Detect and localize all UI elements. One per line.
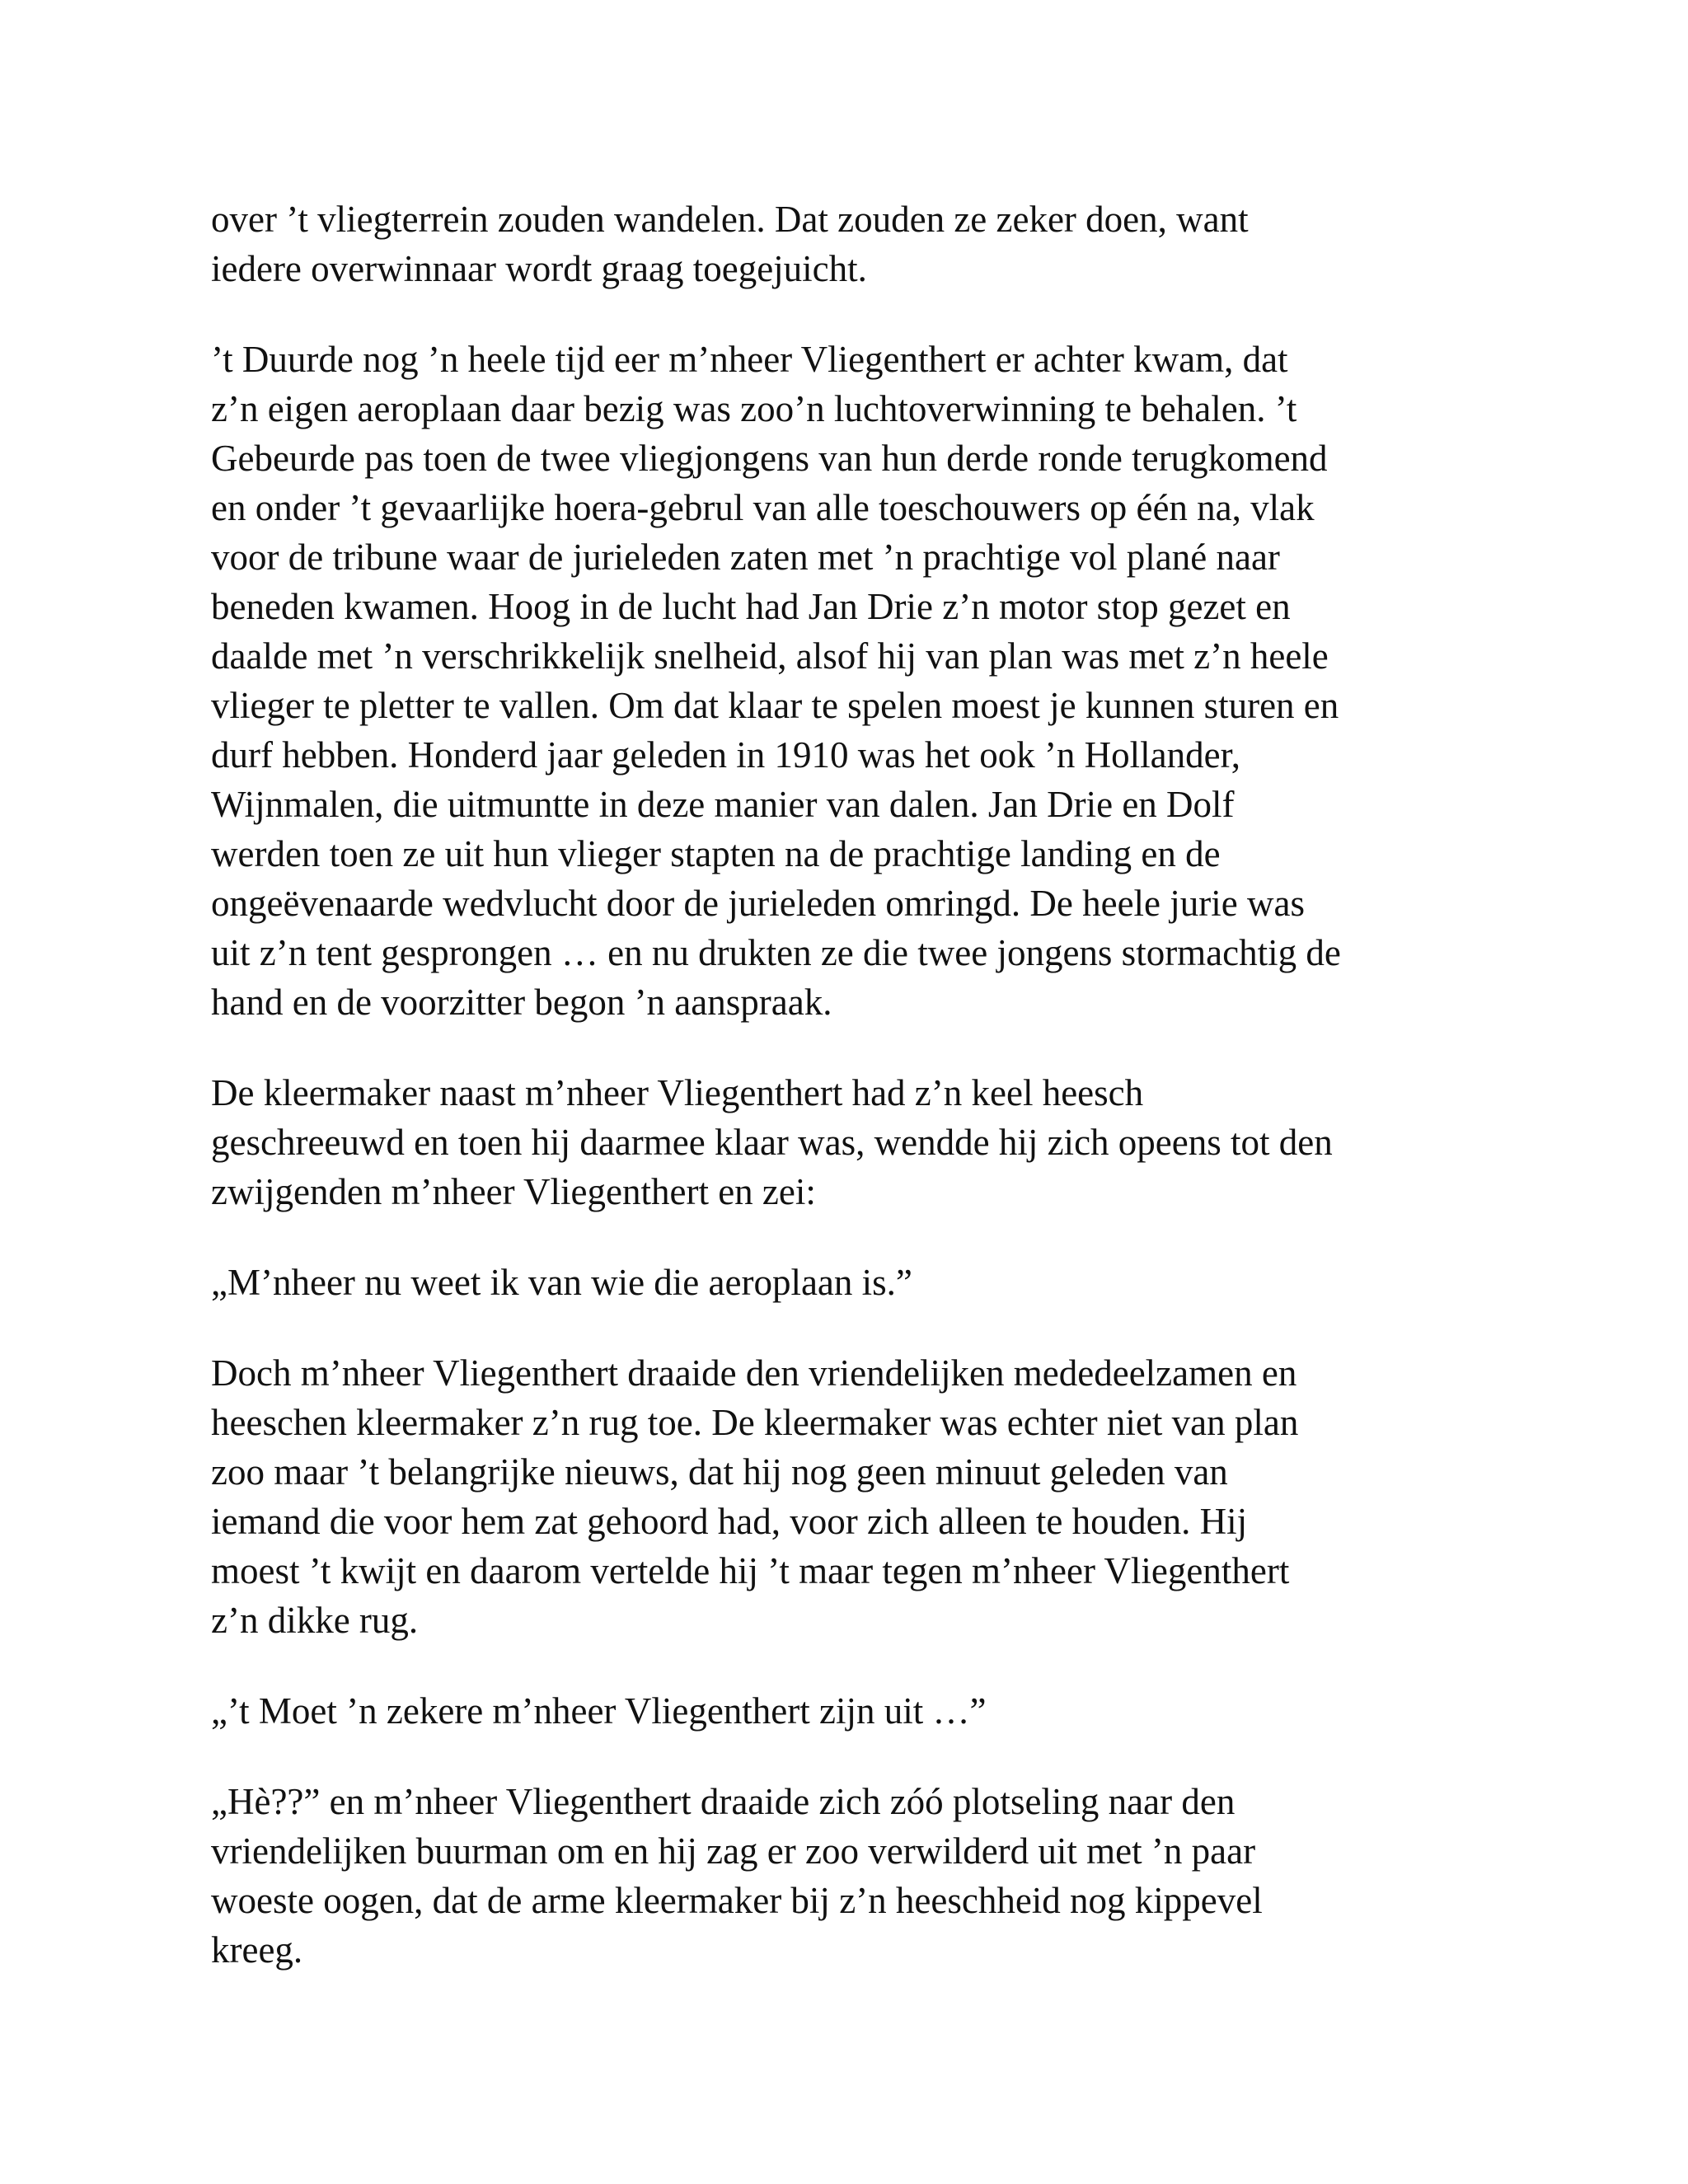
paragraph-quote: „’t Moet ’n zekere m’nheer Vliegenthert zijn uit …”: [211, 1690, 987, 1732]
paragraph: „Hè??” en m’nheer Vliegenthert draaide zich zóó plotseling naar den vriendelijken buurman om en hij zag er zoo verwilderd uit met ’n paar woeste oogen, dat de arme kleermaker bij z’n heeschheid nog kippevel kreeg.: [211, 1781, 1263, 1971]
paragraph-quote: „M’nheer nu weet ik van wie die aeroplaan is.”: [211, 1262, 912, 1303]
page-body: [211, 194, 1480, 2016]
paragraph: De kleermaker naast m’nheer Vliegenthert had z’n keel heesch geschreeuwd en toen hij daarmee klaar was, wendde hij zich opeens tot den zwijgenden m’nheer Vliegenthert en zei:: [211, 1072, 1333, 1212]
paragraph: over ’t vliegterrein zouden wandelen. Dat zouden ze zeker doen, want iedere overwinnaar wordt graag toegejuicht.: [211, 199, 1249, 289]
paragraph: ’t Duurde nog ’n heele tijd eer m’nheer Vliegenthert er achter kwam, dat z’n eigen aeroplaan daar bezig was zoo’n luchtoverwinning te behalen. ’t Gebeurde pas toen de twee vliegjongens van hun derde ronde terugkomend en onder ’t gevaarlijke hoera-gebrul van alle toeschouwers op één na, vlak voor de tribune waar de jurieleden zaten met ’n prachtige vol plané naar beneden kwamen. Hoog in de lucht had Jan Drie z’n motor stop gezet en daalde met ’n verschrikkelijk snelheid, alsof hij van plan was met z’n heele vlieger te pletter te vallen. Om dat klaar te spelen moest je kunnen sturen en durf hebben. Honderd jaar geleden in 1910 was het ook ’n Hollander, Wijnmalen, die uitmuntte in deze manier van dalen. Jan Drie en Dolf werden toen ze uit hun vlieger stapten na de prachtige landing en de ongeëvenaarde wedvlucht door de jurieleden omringd. De heele jurie was uit z’n tent gesprongen … en nu drukten ze die twee jongens stormachtig de hand en de voorzitter begon ’n aanspraak.: [211, 339, 1341, 1023]
paragraph: Doch m’nheer Vliegenthert draaide den vriendelijken mededeelzamen en heeschen kleermaker z’n rug toe. De kleermaker was echter niet van plan zoo maar ’t belangrijke nieuws, dat hij nog geen minuut geleden van iemand die voor hem zat gehoord had, voor zich alleen te houden. Hij moest ’t kwijt en daarom vertelde hij ’t maar tegen m’nheer Vliegenthert z’n dikke rug.: [211, 1352, 1299, 1641]
